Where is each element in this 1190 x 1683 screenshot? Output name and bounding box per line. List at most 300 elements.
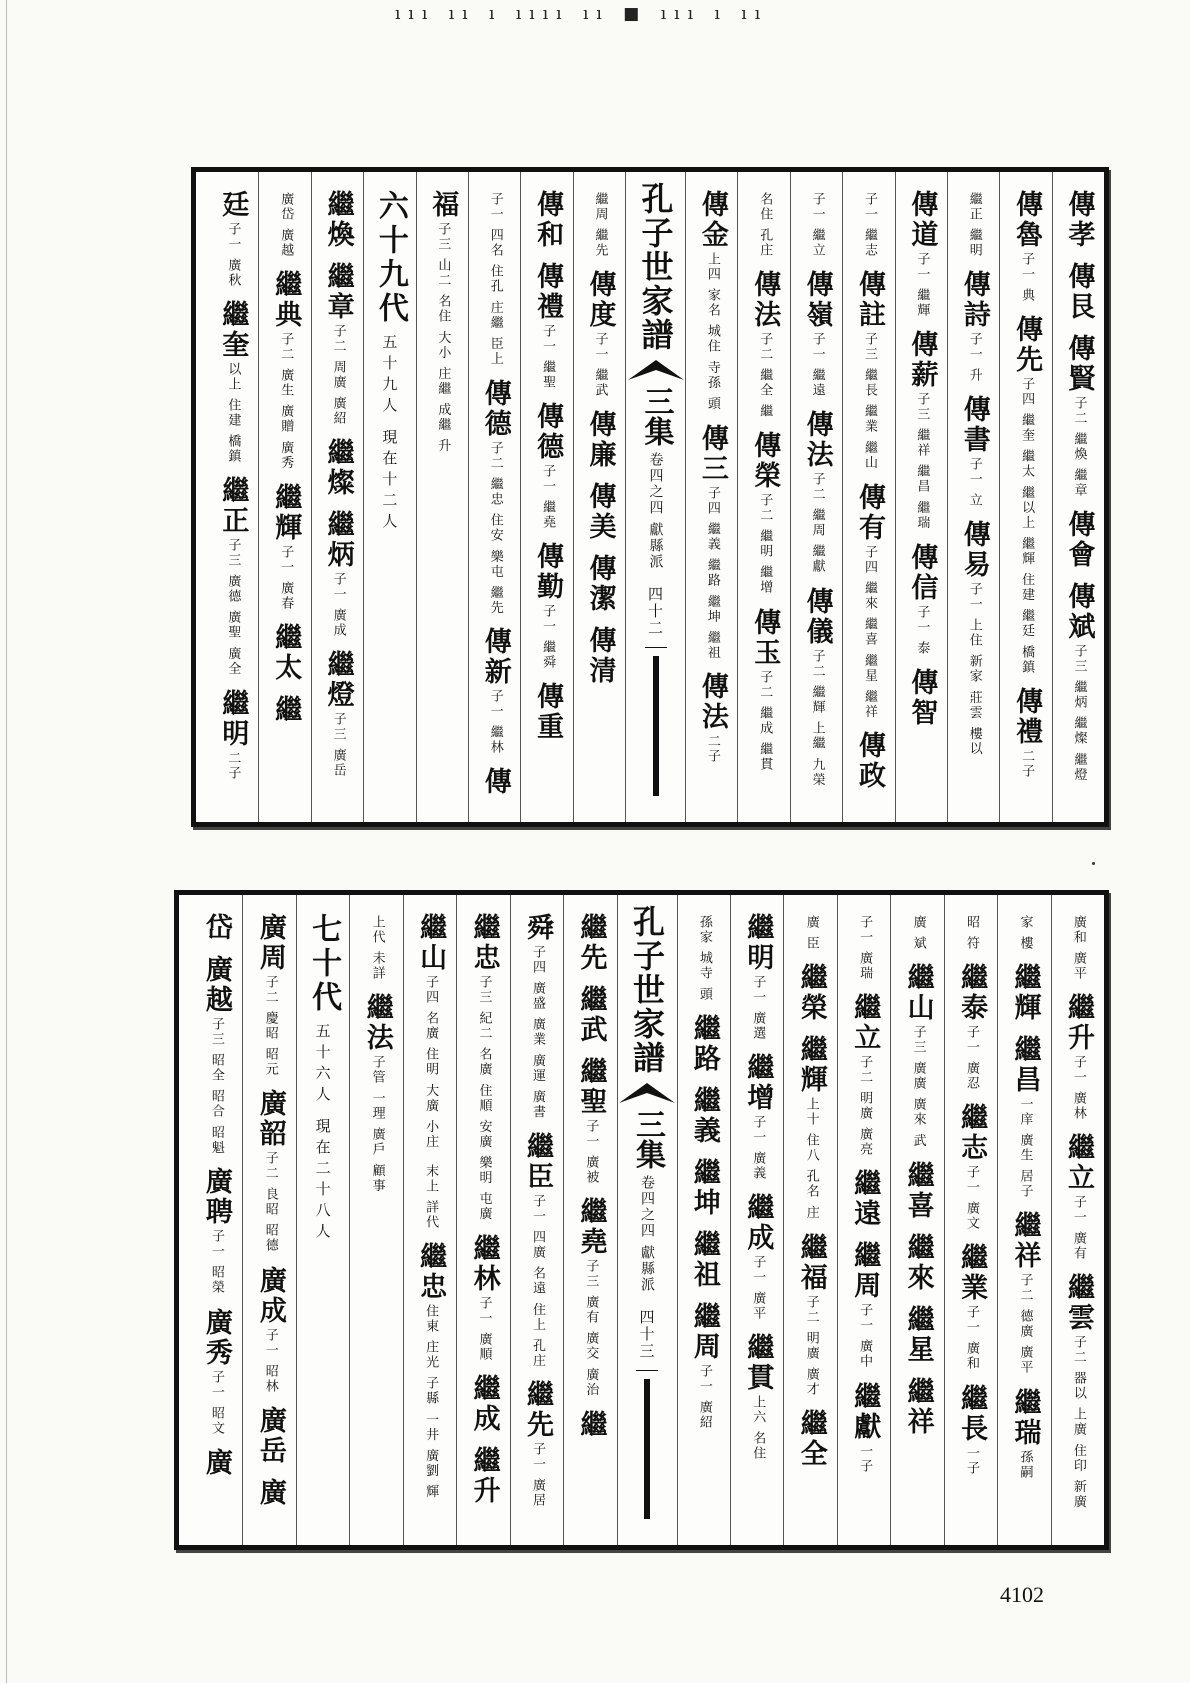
person-note: 繼周 繼先: [592, 192, 608, 259]
generation-heading: 七十代: [306, 913, 342, 1015]
person-name: 繼: [575, 1409, 607, 1440]
person-name: 廣聘: [200, 1167, 232, 1228]
person-note: 子一 廣義: [750, 1115, 766, 1182]
person-name: 繼祥: [1009, 1211, 1041, 1272]
register-column: [730, 895, 783, 1545]
person-entry: [468, 913, 500, 1222]
person-entry: [749, 431, 781, 596]
person-note: 昭 符: [964, 915, 980, 952]
person-note: 子管 一理 廣戶 顧事: [369, 1055, 385, 1194]
register-column: [790, 172, 842, 822]
person-note: 子二 周廣 廣紹: [330, 324, 346, 427]
person-entry: [1011, 190, 1043, 304]
generation-count: 五十九人 現在十二人: [380, 334, 399, 534]
person-name: 傳有: [853, 482, 885, 543]
person-entry: [902, 1232, 934, 1293]
person-name: 繼增: [742, 1053, 774, 1114]
person-note: 子二 慶昭 昭元: [262, 975, 278, 1078]
person-name: 繼正: [217, 476, 249, 537]
person-note: 子一 廣和: [964, 1305, 980, 1372]
person-entry: [427, 190, 459, 454]
person-name: 傳榮: [749, 431, 781, 492]
person-entry: [322, 190, 354, 250]
fishtail-bar: [644, 1379, 650, 1519]
person-note: 子二 良昭 昭德: [262, 1151, 278, 1254]
person-entry: [202, 1448, 230, 1478]
person-name: 傳美: [584, 482, 616, 543]
person-entry: [522, 913, 554, 1120]
person-note: 子一 典: [1019, 252, 1035, 304]
register-column: [890, 895, 943, 1545]
register-column: [258, 172, 310, 822]
person-entry: [749, 607, 781, 772]
person-note: 子三 繼長 繼業 繼山: [861, 332, 877, 471]
person-name: 繼輝: [1009, 963, 1041, 1024]
person-entry: [532, 190, 564, 250]
person-entry: [795, 1408, 827, 1469]
person-name: 繼業: [956, 1243, 988, 1304]
person-entry: [902, 1304, 934, 1365]
person-entry: [1016, 913, 1032, 951]
person-note: 子一 繼武: [592, 332, 608, 399]
person-note: 二子: [225, 750, 241, 781]
person-note: 子三 廣有 廣交 廣治: [583, 1259, 599, 1398]
person-note: 子二 明廣 廣亮: [857, 1055, 873, 1158]
center-title-column: [617, 895, 677, 1545]
person-entry: [270, 622, 302, 683]
person-note: 子一 廣林: [1070, 1055, 1086, 1122]
person-name: 傳三: [696, 423, 728, 484]
person-entry: [1064, 993, 1092, 1121]
lower-columns: [179, 895, 1104, 1545]
scan-edge-line: [6, 0, 7, 1683]
person-note: 一庠 廣生 居子: [1017, 1097, 1033, 1200]
page-label: 四十三: [637, 1309, 656, 1360]
person-entry: [855, 270, 883, 470]
person-name: 繼福: [795, 1232, 827, 1293]
person-name: 傳智: [906, 667, 938, 728]
person-name: 傳薪: [906, 330, 938, 391]
person-entry: [575, 1197, 607, 1398]
person-name: 廣: [200, 1447, 232, 1478]
person-note: 子二 器以 上廣 住印 新廣: [1070, 1335, 1086, 1510]
person-name: 繼: [270, 694, 302, 725]
person-entry: [690, 1086, 718, 1146]
person-name: 傳法: [696, 672, 728, 733]
register-column: [242, 895, 295, 1545]
person-name: 傳德: [479, 378, 511, 439]
person-entry: [1009, 963, 1041, 1024]
lower-register-page: [174, 890, 1109, 1550]
person-name: 繼炳: [322, 510, 354, 571]
person-name: 傳清: [584, 626, 616, 687]
person-note: 子一 上住 新家 莊雲 樓以: [966, 582, 982, 757]
person-note: 子四 廣盛 廣業 廣運 廣書: [529, 945, 545, 1120]
person-entry: [575, 1409, 607, 1440]
person-entry: [415, 1241, 447, 1500]
person-note: 子一 昭林: [262, 1327, 278, 1394]
register-column: [403, 895, 456, 1545]
person-note: 子二 繼全 繼: [757, 332, 773, 420]
person-name: 廷: [217, 190, 249, 220]
person-name: 繼山: [902, 963, 934, 1024]
person-entry: [902, 1160, 934, 1221]
person-entry: [855, 731, 883, 791]
person-entry: [254, 1477, 286, 1508]
person-entry: [361, 993, 393, 1194]
person-entry: [322, 262, 354, 427]
person-entry: [1009, 1387, 1041, 1480]
person-entry: [801, 270, 833, 399]
person-entry: [1009, 1211, 1041, 1376]
person-note: 子一 繼遠: [809, 332, 825, 399]
person-note: 子三 廣廣 廣來 武: [910, 1025, 926, 1149]
register-column: [510, 895, 563, 1545]
person-entry: [958, 270, 990, 384]
person-note: 子一 廣紹: [696, 1364, 712, 1431]
person-entry: [479, 767, 511, 798]
person-entry: [202, 913, 230, 943]
upper-register-page: [191, 167, 1109, 827]
person-entry: [468, 1445, 500, 1506]
person-entry: [849, 1241, 881, 1370]
person-entry: [698, 424, 726, 661]
person-note: 子一 四名 住孔 庄繼 臣上: [487, 192, 503, 367]
person-entry: [1063, 582, 1095, 783]
person-entry: [584, 626, 616, 687]
person-entry: [254, 1405, 286, 1466]
person-name: 繼義: [688, 1086, 720, 1147]
person-name: 舜: [522, 913, 554, 943]
person-note: 上代 未詳: [369, 915, 385, 982]
person-entry: [532, 682, 564, 743]
person-name: 傳新: [479, 627, 511, 688]
register-column: [783, 895, 836, 1545]
person-note: 子一 廣順: [476, 1295, 492, 1362]
register-column: [842, 172, 894, 822]
person-name: 繼長: [956, 1383, 988, 1444]
person-name: 繼獻: [849, 1381, 881, 1442]
person-note: 子一 昭文: [208, 1369, 224, 1436]
register-column: [311, 172, 363, 822]
person-name: 傳道: [906, 190, 938, 250]
person-entry: [956, 1103, 988, 1232]
person-name: 繼全: [795, 1408, 827, 1469]
collection-label: 三集: [630, 1109, 665, 1169]
person-name: 傳詩: [958, 270, 990, 331]
person-note: 子一 繼舜: [540, 604, 556, 671]
person-entry: [575, 985, 607, 1045]
person-note: 子二 繼成 繼貫: [757, 669, 773, 772]
volume-label: 卷四之四: [647, 452, 664, 516]
register-column: [944, 895, 997, 1545]
person-entry: [522, 1380, 554, 1509]
person-note: 上十 住八 孔名 庄: [803, 1097, 819, 1221]
person-name: 傳玉: [749, 607, 781, 668]
person-entry: [584, 554, 616, 615]
page-label: 四十二: [646, 586, 664, 637]
person-name: 傳德: [532, 402, 564, 463]
person-name: 繼路: [688, 1014, 720, 1075]
person-note: 孫家 城寺 頭: [696, 915, 712, 1003]
person-entry: [795, 963, 827, 1024]
person-entry: [584, 410, 616, 471]
person-note: 子一 廣秋: [225, 222, 241, 289]
person-name: 廣周: [254, 913, 286, 973]
register-column: [189, 895, 242, 1545]
person-name: 傳: [479, 767, 511, 798]
person-note: 子三 繼炳 繼燦 繼燈: [1071, 644, 1087, 783]
person-note: 子一 廣春: [278, 544, 294, 611]
person-entry: [486, 190, 502, 367]
person-entry: [855, 483, 883, 720]
person-name: 繼明: [217, 688, 249, 749]
person-name: 傳金: [696, 190, 728, 250]
person-name: 繼坤: [688, 1158, 720, 1219]
person-note: 二子: [704, 734, 720, 765]
person-entry: [202, 955, 230, 1155]
person-name: 繼昌: [1009, 1035, 1041, 1096]
person-name: 繼章: [322, 262, 354, 322]
register-column: [296, 895, 349, 1545]
person-entry: [479, 627, 511, 756]
person-entry: [254, 1089, 286, 1254]
person-entry: [906, 330, 938, 531]
person-note: 子二 繼輝 上繼 九榮: [809, 648, 825, 787]
person-note: 住東 庄光 子縣 一井 廣劉 輝: [423, 1303, 439, 1500]
register-column: [837, 895, 890, 1545]
register-column: [737, 172, 789, 822]
person-name: 繼志: [956, 1103, 988, 1164]
person-entry: [801, 586, 833, 787]
person-entry: [322, 650, 354, 779]
person-note: 繼正 繼明: [966, 192, 982, 259]
person-note: 二子: [1019, 749, 1035, 780]
person-entry: [1064, 1133, 1092, 1261]
center-title-column: [625, 172, 685, 822]
person-note: 子一 廣被: [583, 1119, 599, 1186]
person-name: 繼燦: [322, 438, 354, 499]
person-entry: [254, 913, 286, 1078]
person-name: 傳先: [1011, 315, 1043, 376]
person-note: 子一 繼志: [861, 192, 877, 259]
register-column: [1051, 895, 1104, 1545]
person-entry: [1070, 913, 1086, 981]
person-note: 子一 四廣 名遠 住上 孔庄: [529, 1193, 545, 1369]
person-entry: [958, 395, 990, 509]
person-name: 繼星: [902, 1304, 934, 1365]
person-entry: [468, 1373, 500, 1434]
person-entry: [522, 1131, 554, 1369]
person-note: 子一 升: [966, 332, 982, 384]
person-name: 繼祖: [688, 1230, 720, 1291]
person-entry: [1063, 334, 1095, 499]
person-note: 子一 廣中: [857, 1303, 873, 1370]
person-entry: [468, 1233, 500, 1362]
person-entry: [906, 667, 938, 728]
person-note: 子一 繼立: [809, 192, 825, 259]
person-entry: [696, 913, 712, 1002]
register-column: [997, 895, 1050, 1545]
person-name: 繼明: [742, 913, 774, 973]
fishtail-mark-icon: [626, 356, 686, 382]
person-note: 子三 繼祥 繼昌 繼瑞: [914, 392, 930, 531]
generation-count: 五十六人 現在二十八人: [313, 1023, 332, 1244]
top-cropped-text: ııı ıı ı ıııı ıı ■ ııı ı ıı: [395, 4, 769, 24]
person-name: 繼成: [742, 1193, 774, 1254]
person-name: 傳孝: [1063, 190, 1095, 250]
person-name: 傳斌: [1063, 582, 1095, 643]
person-note: 子一 昭榮: [208, 1229, 224, 1296]
person-name: 繼太: [270, 622, 302, 683]
person-entry: [963, 913, 979, 951]
person-entry: [698, 672, 726, 764]
person-entry: [217, 476, 249, 677]
person-note: 子二 廣生 廣贈 廣秀: [278, 332, 294, 471]
person-note: 子四 名廣 住明 大廣 小庄: [423, 975, 439, 1150]
person-entry: [909, 913, 925, 951]
person-entry: [415, 913, 447, 1150]
person-entry: [479, 378, 511, 616]
person-entry: [217, 688, 249, 781]
register-column: [206, 172, 258, 822]
person-name: 傳政: [853, 731, 885, 792]
register-column: [363, 172, 415, 822]
person-note: 家 樓: [1017, 915, 1033, 952]
collection-label: 三集: [638, 386, 674, 446]
person-name: 傳註: [853, 270, 885, 331]
person-name: 繼先: [522, 1380, 554, 1441]
person-note: 子一 繼林: [487, 689, 503, 756]
person-note: 子一 廣成: [330, 572, 346, 639]
person-entry: [756, 190, 772, 258]
person-name: 傳禮: [1011, 687, 1043, 748]
person-name: 傳儀: [801, 586, 833, 647]
register-column: [416, 172, 468, 822]
rule-divider: [636, 1370, 658, 1371]
register-column: [349, 895, 402, 1545]
person-note: 子三 紀二 名廣 住順 安廣 樂明 屯廣: [476, 975, 492, 1222]
branch-label: 獻縣派: [639, 1245, 655, 1293]
person-entry: [808, 190, 824, 258]
person-name: 傳魯: [1011, 190, 1043, 250]
person-entry: [742, 1053, 774, 1182]
person-name: 傳嶺: [801, 270, 833, 331]
register-column: [947, 172, 999, 822]
person-note: 子二 明廣 廣才: [803, 1294, 819, 1397]
person-entry: [902, 963, 934, 1149]
person-name: 傳信: [906, 542, 938, 603]
person-name: 繼成: [468, 1373, 500, 1434]
person-entry: [742, 1333, 774, 1462]
person-name: 繼喜: [902, 1160, 934, 1221]
person-name: 傳易: [958, 520, 990, 581]
person-entry: [277, 190, 293, 258]
person-entry: [322, 510, 354, 639]
person-note: 一子: [964, 1445, 980, 1476]
person-entry: [1063, 510, 1095, 571]
person-note: 子二 繼忠 住安 樂屯 繼先: [487, 440, 503, 616]
person-name: 繼貫: [742, 1333, 774, 1394]
person-name: 傳艮: [1063, 262, 1095, 322]
person-name: 繼臣: [522, 1131, 554, 1192]
person-entry: [956, 963, 988, 1092]
person-name: 傳勤: [532, 542, 564, 603]
person-name: 廣: [254, 1477, 286, 1508]
person-name: 福: [427, 190, 459, 220]
person-note: 子一 廣瑞: [857, 915, 873, 982]
register-column: [677, 895, 730, 1545]
person-note: 子一 立: [966, 457, 982, 509]
person-entry: [795, 1035, 827, 1221]
person-name: 傳潔: [584, 554, 616, 615]
person-entry: [532, 542, 564, 671]
person-name: 繼周: [849, 1241, 881, 1302]
person-entry: [849, 993, 881, 1158]
person-entry: [422, 1162, 438, 1230]
person-note: 子四 繼奎 繼太 繼以上 繼輝 住建 繼廷 橋鎮: [1019, 377, 1035, 676]
person-entry: [532, 402, 564, 531]
person-entry: [902, 1376, 934, 1437]
person-note: 廣 斌: [910, 915, 926, 952]
volume-label: 卷四之四: [639, 1175, 655, 1239]
person-name: 傳度: [584, 270, 616, 331]
person-name: 傳和: [532, 190, 564, 250]
person-entry: [749, 270, 781, 420]
person-note: 廣岱 廣越: [278, 192, 294, 259]
person-entry: [698, 190, 726, 412]
person-entry: [584, 482, 616, 543]
person-name: 繼煥: [322, 190, 354, 250]
upper-columns: [196, 172, 1104, 822]
person-name: 繼輝: [270, 482, 302, 543]
person-name: 繼瑞: [1009, 1387, 1041, 1448]
person-note: 子二 繼周 繼獻: [809, 472, 825, 575]
person-note: 名住 孔庄: [757, 192, 773, 259]
person-name: 繼祥: [902, 1376, 934, 1437]
person-name: 廣岳: [254, 1405, 286, 1466]
person-name: 繼來: [902, 1232, 934, 1293]
person-note: 子一 廣平: [750, 1255, 766, 1322]
person-note: 子四 繼義 繼路 繼坤 繼祖: [704, 485, 720, 661]
person-name: 繼升: [468, 1445, 500, 1506]
person-entry: [861, 190, 877, 258]
person-name: 繼法: [361, 993, 393, 1054]
person-name: 繼榮: [795, 963, 827, 1024]
person-name: 繼忠: [415, 1241, 447, 1302]
register-column: [685, 172, 737, 822]
person-name: 廣韶: [254, 1089, 286, 1150]
person-entry: [956, 1243, 988, 1372]
person-name: 繼山: [415, 913, 447, 973]
person-entry: [849, 1381, 881, 1474]
person-entry: [217, 190, 249, 289]
person-note: 子一 廣有: [1070, 1195, 1086, 1262]
person-entry: [801, 410, 833, 575]
person-note: 以上 住建 橋鎮: [225, 362, 241, 465]
person-note: 子一 泰: [914, 604, 930, 656]
fishtail-bar: [653, 656, 659, 796]
person-name: 繼雲: [1062, 1273, 1094, 1334]
person-note: 孫嗣: [1017, 1449, 1033, 1480]
person-name: 傳重: [532, 682, 564, 743]
page-number: 4102: [1000, 1582, 1044, 1607]
person-name: 繼先: [575, 913, 607, 973]
rule-divider: [645, 647, 667, 648]
person-name: 繼立: [849, 993, 881, 1054]
person-name: 繼忠: [468, 913, 500, 973]
person-entry: [368, 913, 384, 981]
